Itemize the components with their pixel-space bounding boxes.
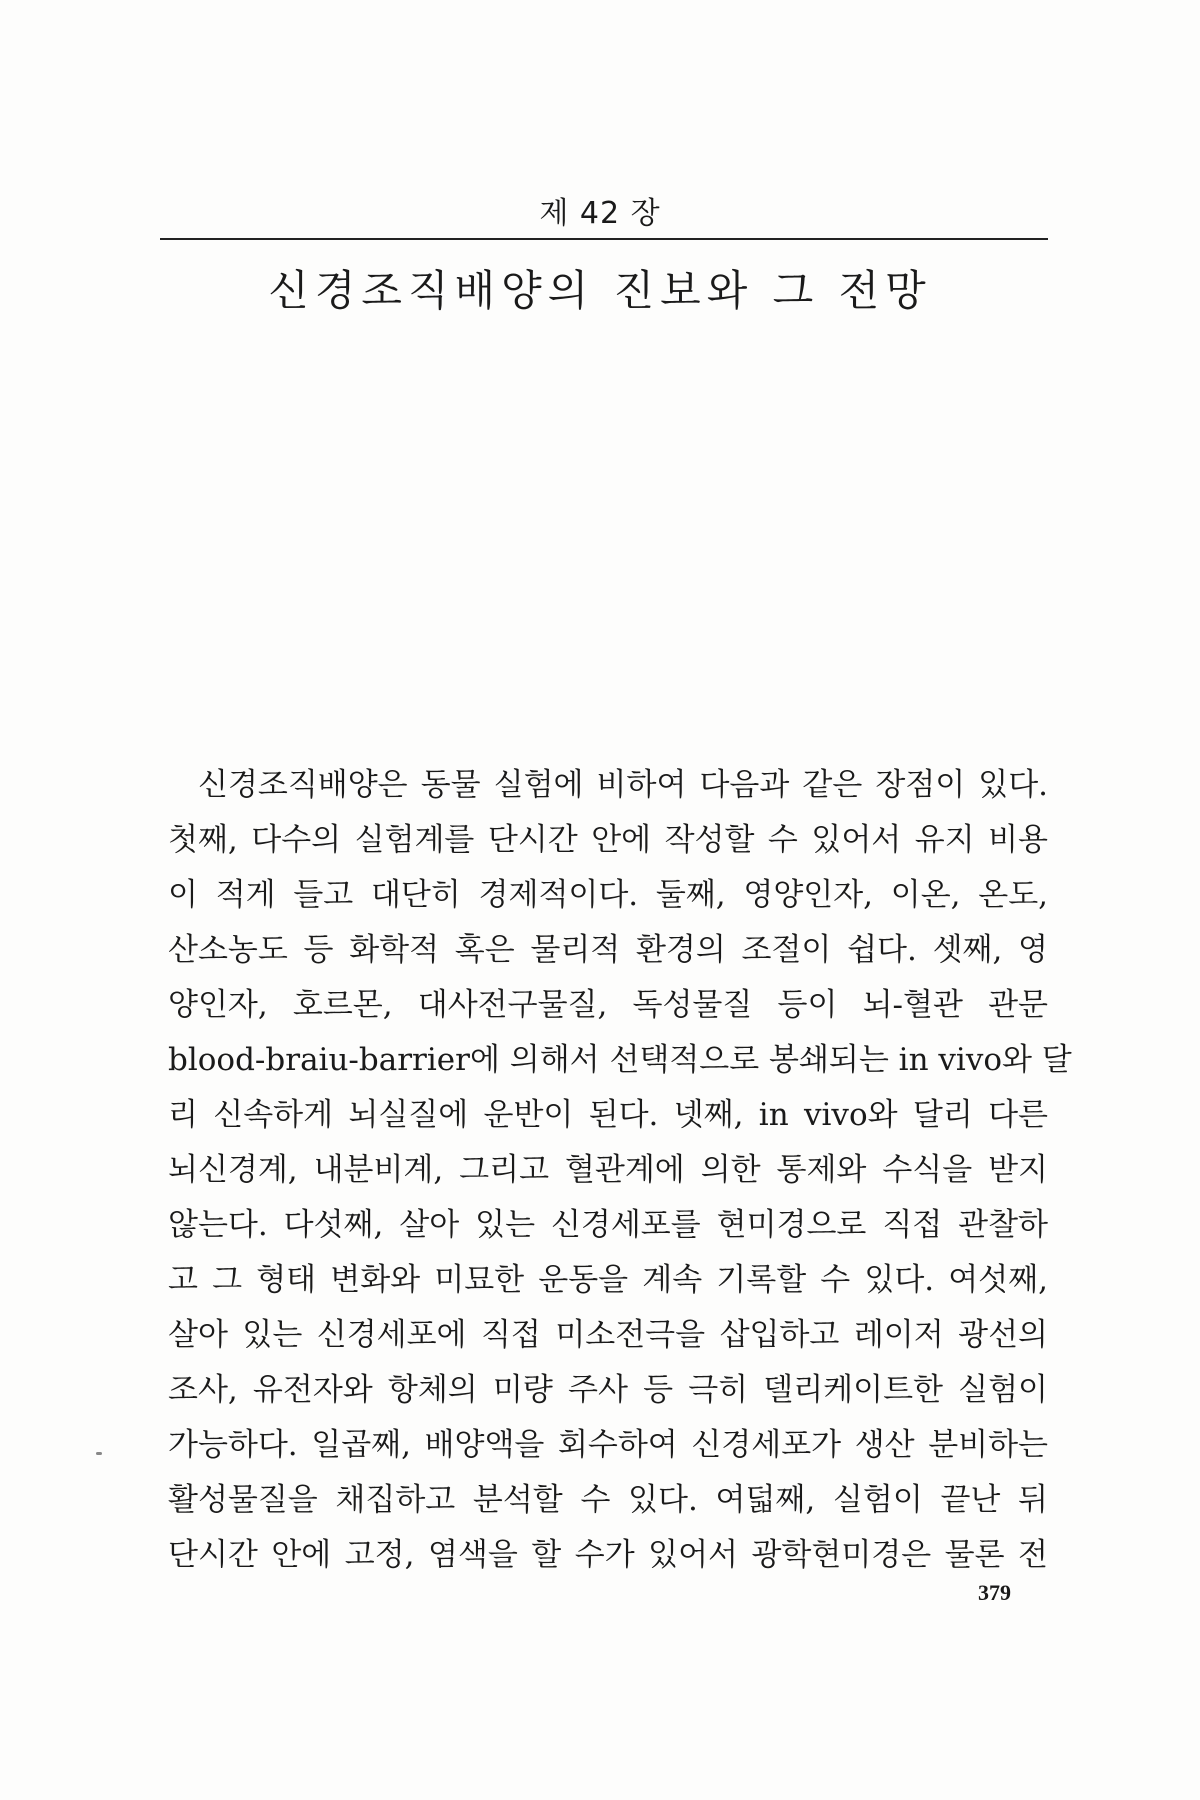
- text-line: 조사, 유전자와 항체의 미량 주사 등 극히 델리케이트한 실험이: [168, 1372, 1048, 1408]
- text-line: 신경조직배양은 동물 실험에 비하여 다음과 같은 장점이 있다.: [198, 767, 1048, 803]
- text-line: 첫째, 다수의 실험계를 단시간 안에 작성할 수 있어서 유지 비용: [168, 822, 1048, 858]
- text-line: 않는다. 다섯째, 살아 있는 신경세포를 현미경으로 직접 관찰하: [168, 1207, 1048, 1243]
- page-number: 379: [978, 1580, 1011, 1605]
- text-line: 리 신속하게 뇌실질에 운반이 된다. 넷째, in vivo와 달리 다른: [168, 1097, 1048, 1133]
- title-divider: [160, 238, 1048, 240]
- text-line: 이 적게 들고 대단히 경제적이다. 둘째, 영양인자, 이온, 온도,: [168, 877, 1048, 913]
- chapter-label: 제 42 장: [539, 196, 661, 231]
- text-line: 뇌신경계, 내분비계, 그리고 혈관계에 의한 통제와 수식을 받지: [168, 1152, 1048, 1188]
- text-line: blood-braiu-barrier에 의해서 선택적으로 봉쇄되는 in vivo와 달: [168, 1042, 1072, 1078]
- text-line: 양인자, 호르몬, 대사전구물질, 독성물질 등이 뇌-혈관 관문: [168, 987, 1048, 1023]
- body-paragraph: [168, 758, 1072, 1583]
- text-line: 산소농도 등 화학적 혹은 물리적 환경의 조절이 쉽다. 셋째, 영: [168, 932, 1048, 968]
- text-line: 가능하다. 일곱째, 배양액을 회수하여 신경세포가 생산 분비하는: [168, 1427, 1048, 1463]
- text-line: 살아 있는 신경세포에 직접 미소전극을 삽입하고 레이저 광선의: [168, 1317, 1048, 1353]
- text-line: 활성물질을 채집하고 분석할 수 있다. 여덟째, 실험이 끝난 뒤: [168, 1482, 1048, 1518]
- scan-speck: [96, 1452, 102, 1455]
- text-line: 단시간 안에 고정, 염색을 할 수가 있어서 광학현미경은 물론 전: [168, 1537, 1048, 1573]
- text-line: 고 그 형태 변화와 미묘한 운동을 계속 기록할 수 있다. 여섯째,: [168, 1262, 1048, 1298]
- chapter-title: 신경조직배양의 진보와 그 전망: [268, 266, 932, 315]
